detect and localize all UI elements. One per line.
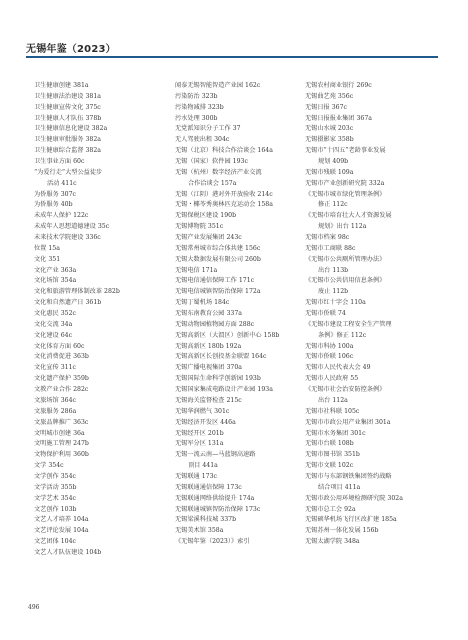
index-entry: 无锡动物园植物园方面 288c [175, 320, 255, 328]
index-entry: 《无锡市公共厕所管理办法》 [305, 255, 386, 263]
index-entry: 文艺人才培养 104a [34, 516, 89, 524]
index-entry: 文化建设 64c [34, 331, 73, 339]
index-entry: 卫生健康审批服务 382a [34, 136, 101, 144]
index-entry: 无锡市人民代表大会 49 [305, 364, 371, 372]
index-entry: 无锡经济开发区 446a [175, 418, 236, 426]
index-entry: 文化消费促进 363b [34, 353, 89, 361]
index-entry: 无锡市“十四五”老龄事业发展 [305, 147, 386, 155]
index-entry: 文化场馆 354a [34, 277, 77, 285]
index-entry: 文学创作 354c [34, 472, 76, 480]
index-entry: 无锡摄影家 358b [305, 136, 354, 144]
header-divider [26, 56, 438, 58]
index-entry: 无锡产业发展集团 243c [175, 234, 242, 242]
index-entry: 文化宣传 311c [34, 364, 76, 372]
index-entry: 污染物减排 323b [175, 103, 224, 111]
index-entry: 无锡山水城 203c [305, 125, 354, 133]
index-entry: 为侨服务 40b [34, 201, 73, 209]
index-entry: 无锡（北京）科技合作洽谈会 164a [175, 147, 273, 155]
index-entry: 位置 15a [34, 244, 60, 252]
index-entry: 无锡市工商联 88c [305, 244, 356, 252]
index-entry: 闻泰无锡智能智造产业园 162c [175, 82, 261, 89]
index-entry: 文学艺术 354c [34, 494, 76, 502]
index-entry: 文化体育方面 60c [34, 342, 85, 350]
index-entry: 无锡市文联 102c [305, 462, 354, 470]
index-entry: 未成年人保护 122c [34, 212, 89, 220]
index-entry: 文学 354c [34, 462, 64, 470]
index-entry: 无锡华润燃气 301c [175, 407, 230, 415]
index-column-2 [175, 81, 303, 548]
index-entry: 无锡市市政公用产业集团 301a [305, 418, 391, 426]
index-entry: 文旅场馆 364c [34, 396, 76, 404]
index-entry: 卫生健康综合监督 382a [34, 147, 101, 155]
index-entry: 活动 411c [47, 179, 77, 187]
index-entry: 无锡电信城镇智防治保障 172a [175, 288, 261, 296]
index-entry: 卫生健康宣传文化 375c [34, 103, 101, 111]
index-entry: 无锡市侨联 106c [305, 353, 354, 361]
index-entry: 无锡大数据发展有限公司 260b [175, 255, 261, 263]
index-entry: “为爱行走”大型公益徒步 [34, 168, 103, 176]
index-entry: 无锡美术馆 358a [175, 527, 224, 535]
index-entry: 《无锡年鉴（2023）》索引 [175, 538, 250, 546]
page-number: 496 [28, 604, 40, 611]
index-entry: 为侨服务 307c [34, 190, 76, 198]
index-entry: 文化惠民 352c [34, 310, 76, 318]
index-entry: 无锡一流云南—马蓝钢高速路 [175, 451, 256, 459]
index-entry: 文明施工管理 247b [34, 440, 89, 448]
index-entry: 无锡市台联 108b [305, 440, 354, 448]
index-entry: 无锡・椰苓秀奥林匹克运动会 158a [175, 201, 273, 209]
index-entry: 无锡联通 173c [175, 472, 217, 480]
index-entry: 无锡东南教育公园 337a [175, 310, 242, 318]
index-entry: 修正 112c [318, 201, 348, 209]
index-entry: 无锡电信通信保障工作 171c [175, 277, 255, 285]
index-entry: 无锡日报 367c [305, 103, 347, 111]
index-entry: 无锡市侨联 74 [305, 310, 346, 318]
index-entry: 卫生事业方面 60c [34, 158, 85, 166]
index-entry: 无锡博物院 351c [175, 223, 224, 231]
index-entry: 出台 113b [318, 266, 349, 274]
index-entry: 污水处理 300b [175, 114, 218, 122]
index-entry: 无锡苏州一体化发展 156b [305, 527, 379, 535]
index-column-3 [305, 81, 445, 548]
index-entry: 无锡市档案 98c [305, 234, 350, 242]
page-header-title: 无锡年鉴（2023） [26, 44, 116, 55]
index-entry: 未成年人思想道德建设 35c [34, 223, 110, 231]
index-entry: 无锡市总工会 92a [305, 505, 356, 513]
index-entry: 无锡保税区建设 190b [175, 212, 237, 220]
index-entry: 文艺创作 103b [34, 505, 77, 513]
index-entry: 文教产业合作 282c [34, 386, 89, 394]
index-entry: 文学活动 355b [34, 483, 77, 491]
index-entry: 《无锡市社会治安防控条例》 [305, 386, 386, 394]
index-entry: 结合项目 411a [318, 483, 361, 491]
index-entry: 无锡硕华机场飞行区改扩建 185a [305, 516, 397, 524]
index-entry: 废止 112b [318, 288, 349, 296]
index-entry: 文物保护利用 360b [34, 451, 89, 459]
index-entry: 无锡国际生命科学创新园 193b [175, 375, 261, 383]
index-entry: 无锡太湖学院 348a [305, 538, 360, 546]
index-entry: 文化和旅游管理体制改革 282b [34, 288, 120, 296]
index-entry: 规划》出台 112a [318, 223, 367, 231]
index-entry: 无锡海关监督检查 215c [175, 396, 242, 404]
index-entry: 无锡（江阴）港对外开放验收 214c [175, 190, 273, 198]
index-entry: 无党派知识分子工作 37 [175, 125, 241, 133]
index-entry: 无锡广播电视集团 370a [175, 364, 242, 372]
index-entry: 规划 409b [318, 158, 349, 166]
index-entry: 无锡市政公用环境检测研究院 302a [305, 494, 403, 502]
index-entry: 无锡市与东部钢铁集团签约战略 [305, 472, 392, 480]
index-entry: 无锡军分区 131a [175, 440, 224, 448]
index-entry: 文明城市创建 36a [34, 429, 85, 437]
index-entry: 无锡市科协 100a [305, 342, 354, 350]
index-entry: 卫生健康信息化建设 382a [34, 125, 108, 133]
index-entry: 无锡（国家）软件园 193c [175, 158, 248, 166]
index-entry: 无人驾驶出租 304c [175, 136, 230, 144]
index-entry: 无锡联通通信保障 173c [175, 483, 242, 491]
index-entry: 《无锡市公共信用信息条例》 [305, 277, 386, 285]
index-entry: 条例》修正 112c [318, 331, 367, 339]
index-entry: 无锡市红十字会 110a [305, 299, 366, 307]
index-entry: 出台 112a [318, 396, 348, 404]
index-entry: 无锡市残联 109a [305, 168, 354, 176]
index-entry: 无锡日报报业集团 367a [305, 114, 372, 122]
index-entry: 《无锡市城市绿化管理条例》 [305, 190, 386, 198]
index-entry: 无锡市社科联 105c [305, 407, 360, 415]
index-entry: 无锡经开区 201b [175, 429, 224, 437]
index-entry: 无锡高新区 180b 192a [175, 342, 242, 350]
index-entry: 无锡市水务集团 301c [305, 429, 366, 437]
index-entry: 无锡国家集成电路设计产业园 193a [175, 386, 273, 394]
index-entry: 文艺团体 104c [34, 538, 76, 546]
index-entry: 文化 351 [34, 255, 61, 263]
index-entry: 无锡联通网络供给提升 174a [175, 494, 255, 502]
index-entry: 无锡农村商业银行 269c [305, 82, 372, 89]
index-entry: 无锡梁溪科技城 337b [175, 516, 237, 524]
index-entry: 文化和自然遗产日 361b [34, 299, 102, 307]
index-entry: 无锡丁蜀机场 184c [175, 299, 230, 307]
index-entry: 无锡高新区长创投基金联盟 164c [175, 353, 267, 361]
index-entry: 无锡电信 171a [175, 266, 218, 274]
index-entry: 合作洽谈会 157a [188, 179, 237, 187]
index-entry: 文旅品牌推广 363c [34, 418, 89, 426]
index-entry: 文艺人才队伍建设 104b [34, 548, 102, 556]
index-entry: 《无锡市建设工程安全生产管理 [305, 320, 392, 328]
index-entry: 卫生健康人才队伍 378b [34, 114, 102, 122]
index-entry: 卫生健康法治建设 381a [34, 92, 101, 100]
index-entry: 文化交流 34a [34, 320, 73, 328]
index-entry: 文化遗产保护 359b [34, 375, 89, 383]
index-entry: 文旅服务 286a [34, 407, 77, 415]
index-entry: 污染防治 323b [175, 92, 218, 100]
index-entry: 文化产业 363a [34, 266, 77, 274]
index-entry: 《无锡市培育壮大人才资源发展 [305, 212, 392, 220]
index-entry: 无锡高新区（大渭区）创新中心 158b [175, 331, 280, 339]
index-entry: 无锡（杭州）数字经济产业交流 [175, 168, 262, 176]
index-entry: 顶目 441a [188, 462, 218, 470]
index-entry: 无锡曲艺苑 356c [305, 92, 354, 100]
index-entry: 无锡市人民政府 55 [305, 375, 359, 383]
index-entry: 无锡常州城市综合体共建 156c [175, 244, 261, 252]
index-entry: 无锡市图书馆 351b [305, 451, 360, 459]
index-column-1 [34, 81, 156, 559]
index-entry: 卫生健康创建 381a [34, 82, 89, 89]
index-entry: 无锡联通城镇智防治保障 173c [175, 505, 261, 513]
index-entry: 无锡市产业创新研究院 332a [305, 179, 385, 187]
index-entry: 未来技术学院建设 336c [34, 234, 101, 242]
index-entry: 文艺评论发展 104a [34, 527, 89, 535]
